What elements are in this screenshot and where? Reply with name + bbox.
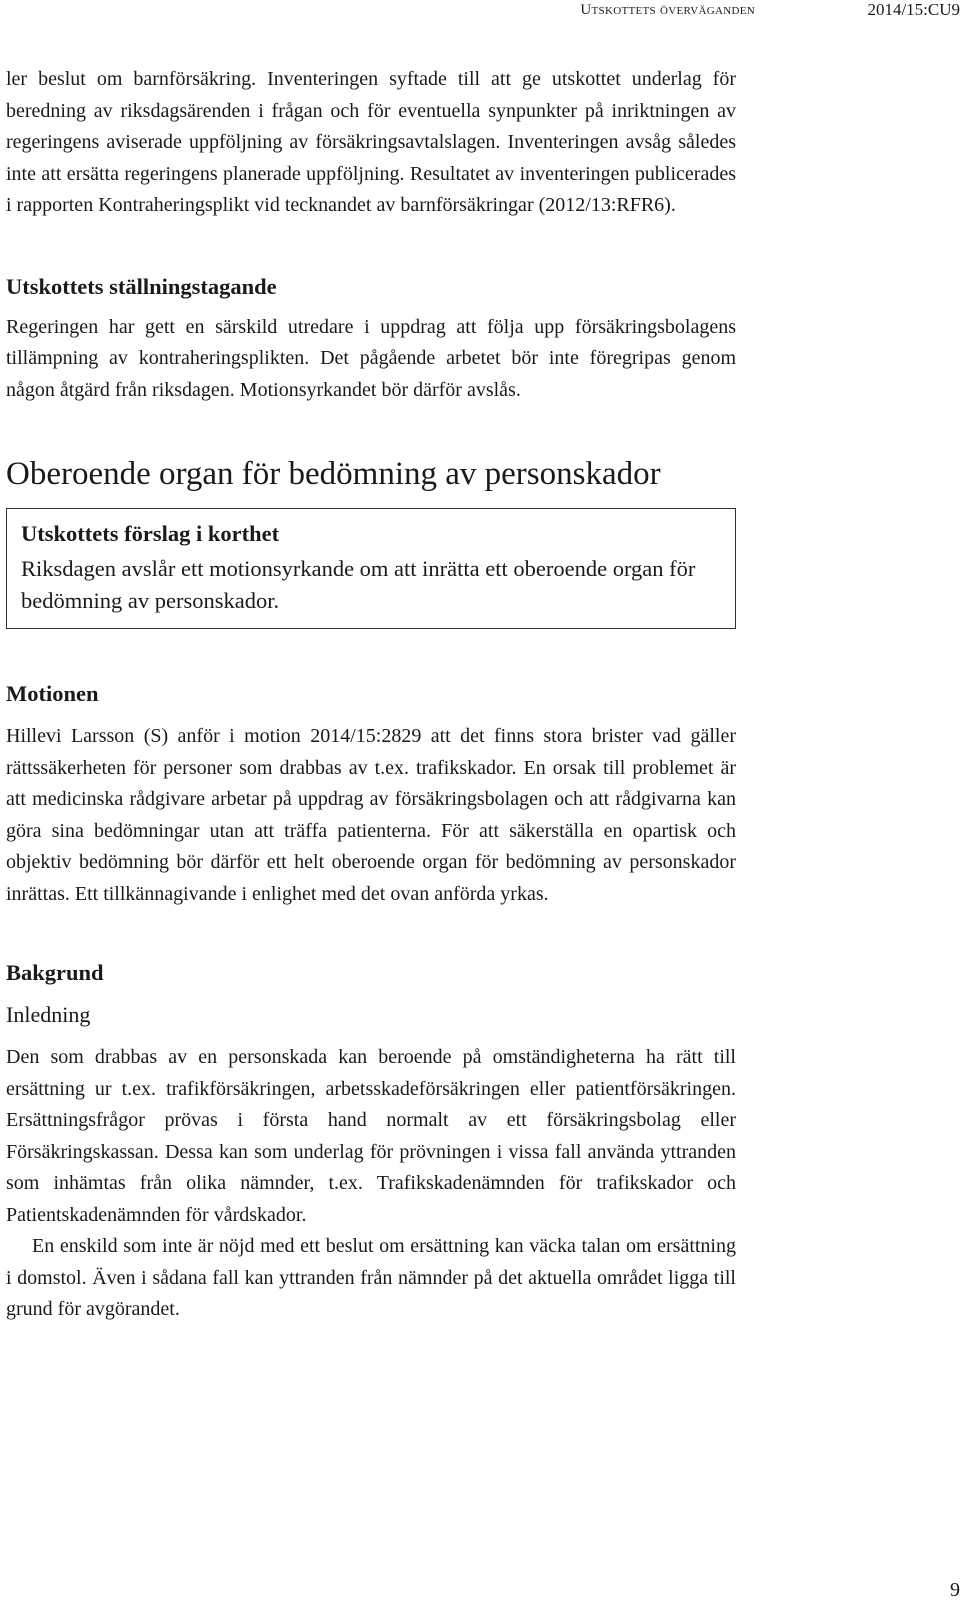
intro-paragraph: ler beslut om barnförsäkring. Inventeringen syftade till att ge utskottet underlag för beredning av riksdagsärenden i frågan och för eventuella synpunkter på inriktningen av regeringens aviserade uppföljning av försäkringsavtalslagen. Inventeringen avsåg således inte att ersätta regeringens planerade uppföljning. Resultatet av inventeringen publicerades i rapporten Kontraheringsplikt vid tecknandet av barnförsäkringar (2012/13:RFR6). [6,68,736,216]
summary-box-title: Utskottets förslag i korthet [21,521,280,546]
motion-heading: Motionen [6,681,99,706]
section-title: Oberoende organ för bedömning av personskador [6,456,661,492]
background-paragraph-1: Den som drabbas av en personskada kan beroende på omständigheterna ha rätt till ersättning ur t.ex. trafikförsäkringen, arbetsskadeförsäkringen eller patientförsäkringen. Ersättningsfrågor prövas i första hand normalt av ett försäkringsbolag eller Försäkringskassan. Dessa kan som underlag för prövningen i vissa fall använda yttranden som inhämtas från olika nämnder, t.ex. Trafikskadenämnden för trafikskador och Patientskadenämnden för vårdskador. [6,1046,736,1226]
running-title: Utskottets överväganden [580,2,755,18]
summary-box [6,508,736,629]
committee-position-heading: Utskottets ställningstagande [6,273,277,299]
page-number: 9 [950,1579,960,1601]
motion-paragraph: Hillevi Larsson (S) anför i motion 2014/15:2829 att det finns stora brister vad gäller rättssäkerheten för personer som drabbas av t.ex. trafikskador. En orsak till problemet är att medicinska rådgivare arbetar på uppdrag av försäkringsbolagen och att rådgivarna kan göra sina bedömningar utan att träffa patienterna. För att säkerställa en opartisk och objektiv bedömning bör därför ett helt oberoende organ för bedömning av personskador inrättas. Ett tillkännagivande i enlighet med det ovan anförda yrkas. [6,725,736,905]
committee-position-paragraph: Regeringen har gett en särskild utredare i uppdrag att följa upp försäkringsbolagens tillämpning av kontraheringsplikten. Det pågående arbetet bör inte föregripas genom någon åtgärd från riksdagen. Motionsyrkandet bör därför avslås. [6,315,736,401]
page-header [0,0,960,24]
document-number: 2014/15:CU9 [867,0,960,19]
summary-box-text: Riksdagen avslår ett motionsyrkande om att inrätta ett oberoende organ för bedömning av personskador. [21,556,696,613]
background-paragraph-2: En enskild som inte är nöjd med ett beslut om ersättning kan väcka talan om ersättning i domstol. Även i sådana fall kan yttranden från nämnder på det aktuella området ligga till grund för avgörandet. [6,1235,736,1320]
background-subheading: Inledning [6,1002,91,1027]
document-body [6,64,736,1326]
background-heading: Bakgrund [6,960,104,985]
